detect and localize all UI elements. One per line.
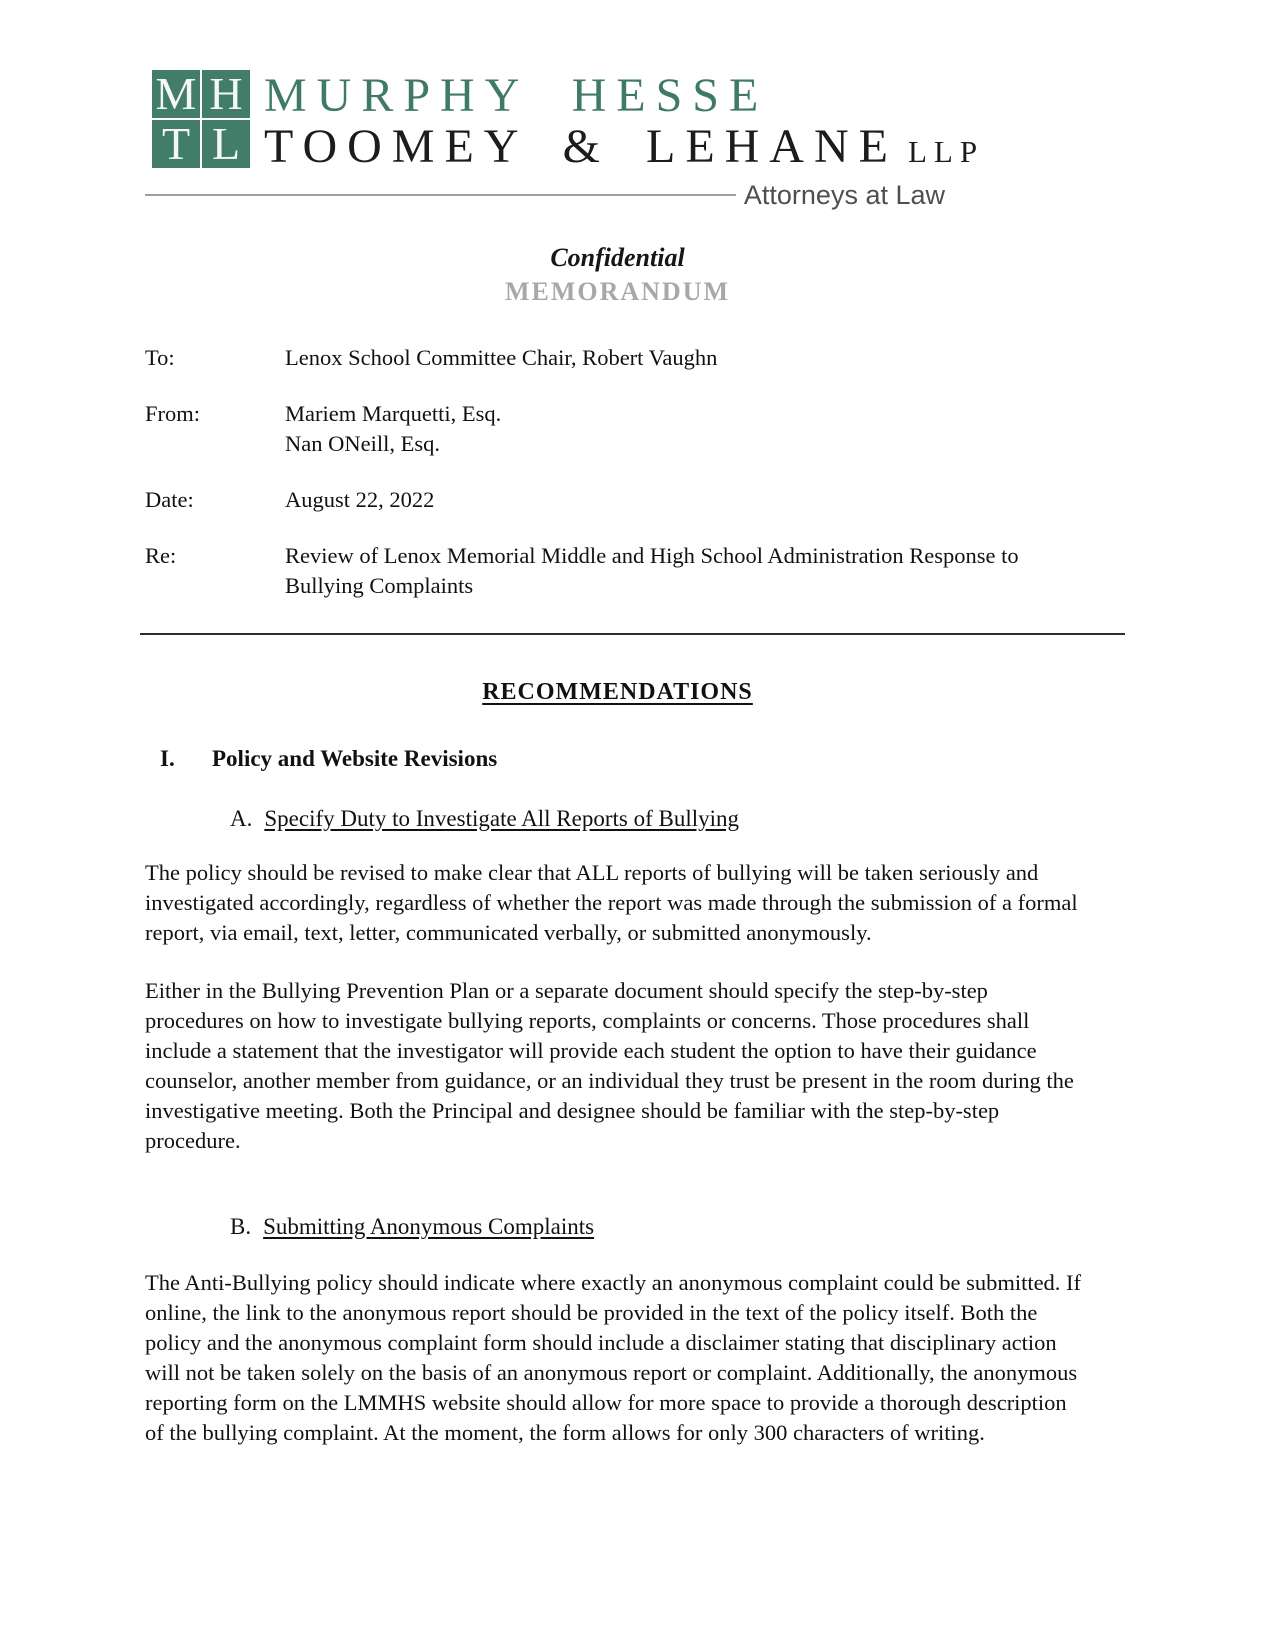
firm-name <box>264 70 984 172</box>
firm-monogram-logo <box>152 70 250 168</box>
memo-header <box>145 243 1090 307</box>
field-from-line1: Mariem Marquetti, Esq. <box>285 400 502 426</box>
tagline-row <box>145 180 945 211</box>
monogram-letter-m: M <box>152 70 200 118</box>
field-to-value: Lenox School Committee Chair, Robert Vaughn <box>285 344 718 370</box>
letterhead-top <box>145 70 1265 172</box>
firm-name-line2 <box>264 119 985 173</box>
field-from-value <box>285 399 1090 459</box>
field-from-line2: Nan ONeill, Esq. <box>285 430 440 456</box>
section-1-title: Policy and Website Revisions <box>212 745 498 771</box>
firm-name-line2-text: TOOMEY & LEHANE <box>264 119 898 173</box>
firm-name-line1: MURPHY HESSE <box>264 69 769 122</box>
paragraph-2: Either in the Bullying Prevention Plan or a separate document should specify the step-by-step procedures on how to investigate bullying reports, complaints or concerns. Those procedures shall include a statement that the investigator will provide each student the option to have their guidance counselor, another member from guidance, or an individual they trust be present in the room during the investigative meeting. Both the Principal and designee should be familiar with the step-by-step procedure. <box>145 977 1074 1153</box>
subsection-a-heading <box>230 806 1265 832</box>
recommendations-header <box>145 635 1090 706</box>
subsection-b-heading <box>230 1214 1265 1240</box>
letterhead <box>145 70 1265 211</box>
field-re-label: Re: <box>145 542 177 568</box>
paragraph-3: The Anti-Bullying policy should indicate where exactly an anonymous complaint could be submitted. If online, the link to the anonymous report should be provided in the text of the policy itself. Both the policy and the anonymous complaint form should include a disclaimer stating that disciplinary action will not be taken solely on the basis of an anonymous report or complaint. Additionally, the anonymous reporting form on the LMMHS website should allow for more space to provide a thorough description of the bullying complaint. At the moment, the form allows for only 300 characters of writing. <box>145 1269 1082 1445</box>
field-to <box>145 343 1090 373</box>
section-1-heading <box>160 746 1265 772</box>
subsection-b-label: B. <box>230 1213 252 1239</box>
field-from <box>145 399 1090 459</box>
field-date-label: Date: <box>145 486 194 512</box>
attorneys-at-law-tagline: Attorneys at Law <box>743 179 945 210</box>
memo-fields <box>145 343 1090 601</box>
monogram-letter-l: L <box>202 120 250 168</box>
field-date <box>145 485 1090 515</box>
memorandum-title: MEMORANDUM <box>504 276 731 306</box>
field-to-label: To: <box>145 344 175 370</box>
monogram-letter-t: T <box>152 120 200 168</box>
monogram-letter-h: H <box>202 70 250 118</box>
firm-llp-suffix: LLP <box>907 133 985 169</box>
field-re <box>145 541 1090 601</box>
section-1-number: I. <box>160 745 175 771</box>
subsection-b-title: Submitting Anonymous Complaints <box>263 1213 595 1239</box>
field-re-value: Review of Lenox Memorial Middle and High School Administration Response to Bullying Complaints <box>285 542 1019 598</box>
paragraph-1: The policy should be revised to make clear that ALL reports of bullying will be taken seriously and investigated accordingly, regardless of whether the report was made through the submission of a formal report, via email, text, letter, communicated verbally, or submitted anonymously. <box>145 859 1078 945</box>
field-date-value: August 22, 2022 <box>285 486 435 512</box>
subsection-a-title: Specify Duty to Investigate All Reports of Bullying <box>264 805 740 831</box>
field-from-label: From: <box>145 400 201 426</box>
subsection-a-label: A. <box>230 805 253 831</box>
confidential-label: Confidential <box>550 242 685 272</box>
recommendations-title: RECOMMENDATIONS <box>482 678 753 705</box>
letterhead-rule <box>145 194 736 196</box>
